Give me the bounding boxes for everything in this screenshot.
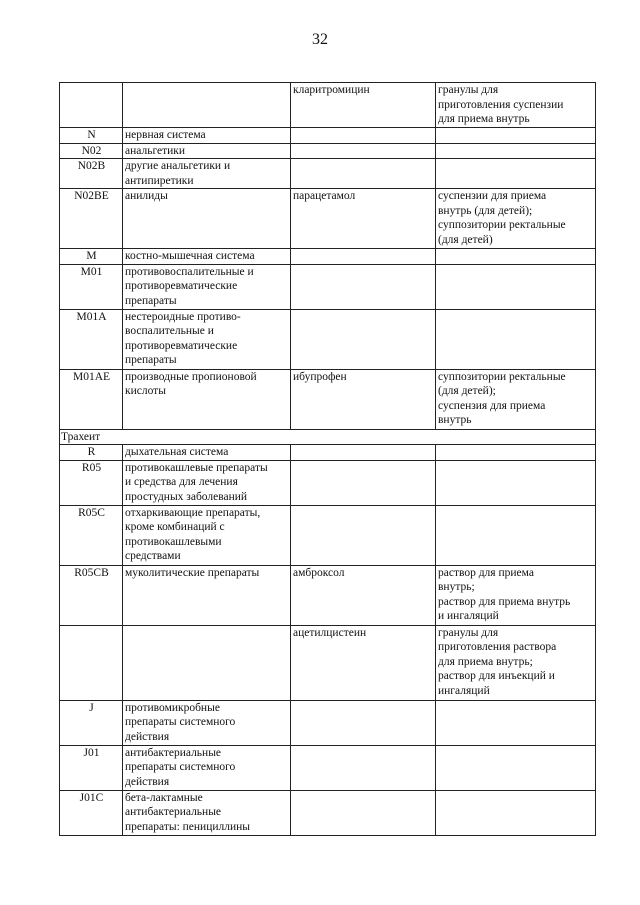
table-row <box>60 83 596 128</box>
cell-text-line: суппозитории ректальные <box>438 219 566 231</box>
table-row <box>60 790 596 835</box>
drug-name-cell <box>291 264 436 309</box>
atc-code-cell <box>60 369 123 429</box>
cell-text-line: суппозитории ректальные <box>438 370 566 383</box>
cell-text-line: противокашлевыми <box>125 535 222 548</box>
atc-code-cell <box>60 189 123 249</box>
atc-code-cell <box>60 159 123 189</box>
cell-text-line: кларитромицин <box>293 84 370 96</box>
drug-name-cell <box>291 249 436 265</box>
cell-text-line: препараты <box>125 294 177 307</box>
drug-name-cell <box>291 143 436 159</box>
dosage-form-cell <box>436 249 596 265</box>
cell-text-line: костно-мышечная система <box>125 250 255 262</box>
cell-text-line: гранулы для <box>438 84 499 96</box>
cell-text-line: анальгетики <box>125 144 186 157</box>
cell-text-line: внутрь <box>438 414 472 426</box>
table-row <box>60 189 596 249</box>
group-name-cell <box>123 189 291 249</box>
cell-text-line: раствор для инъекций и <box>438 670 555 682</box>
dosage-form-cell <box>436 460 596 505</box>
group-name-cell <box>123 309 291 369</box>
group-name-cell <box>123 249 291 265</box>
drug-name-cell <box>291 460 436 505</box>
cell-text-line: ацетилцистеин <box>293 626 367 639</box>
group-name-cell <box>123 445 291 461</box>
table-body <box>60 83 596 836</box>
atc-code-cell <box>60 128 123 144</box>
drug-name-cell <box>291 625 436 700</box>
cell-text-line: воспалительные и <box>125 325 214 337</box>
cell-text-line: для приема внутрь; <box>438 655 533 668</box>
cell-text-line: противомикробные <box>125 701 220 714</box>
group-name-cell <box>123 369 291 429</box>
cell-text-line: противоревматические <box>125 280 238 292</box>
cell-text-line: препараты системного <box>125 716 236 728</box>
cell-text-line: анилиды <box>125 190 168 202</box>
drug-name-cell <box>291 745 436 790</box>
drug-name-cell <box>291 445 436 461</box>
cell-text-line: антипиретики <box>125 174 194 187</box>
dosage-form-cell <box>436 565 596 625</box>
drug-name-cell <box>291 159 436 189</box>
drug-name-cell <box>291 128 436 144</box>
atc-code-cell <box>60 83 123 128</box>
dosage-form-cell <box>436 790 596 835</box>
group-name-cell <box>123 745 291 790</box>
cell-text-line: кроме комбинаций с <box>125 521 225 533</box>
cell-text-line: муколитические препараты <box>125 566 260 579</box>
table-row <box>60 505 596 565</box>
cell-text-line: дыхательная система <box>125 446 229 458</box>
table-row <box>60 264 596 309</box>
atc-code-cell <box>60 625 123 700</box>
atc-code-cell <box>60 565 123 625</box>
table-row <box>60 700 596 745</box>
table-row <box>60 460 596 505</box>
cell-text-line: N02BE <box>74 190 109 202</box>
cell-text-line: R05CB <box>74 566 109 579</box>
group-name-cell <box>123 128 291 144</box>
table-row <box>60 309 596 369</box>
group-name-cell <box>123 159 291 189</box>
atc-code-cell <box>60 505 123 565</box>
dosage-form-cell <box>436 445 596 461</box>
cell-text-line: гранулы для <box>438 626 499 639</box>
page-number: 32 <box>312 31 328 48</box>
table-row <box>60 159 596 189</box>
cell-text-line: амброксол <box>293 566 345 579</box>
dosage-form-cell <box>436 745 596 790</box>
cell-text-line: ингаляций <box>438 684 490 697</box>
cell-text-line: N <box>87 129 96 141</box>
cell-text-line: M01A <box>76 310 107 323</box>
dosage-form-cell <box>436 505 596 565</box>
table-row <box>60 143 596 159</box>
group-name-cell <box>123 505 291 565</box>
dosage-form-cell <box>436 309 596 369</box>
cell-text-line: нервная система <box>125 129 206 141</box>
cell-text-line: M01AE <box>72 370 111 383</box>
cell-text-line: раствор для приема внутрь <box>438 595 571 608</box>
cell-text-line: препараты системного <box>125 761 236 773</box>
table-row <box>60 565 596 625</box>
atc-code-cell <box>60 700 123 745</box>
cell-text-line: суспензии для приема <box>438 190 547 202</box>
cell-text-line: R <box>87 446 96 458</box>
cell-text-line: противовоспалительные и <box>125 265 254 278</box>
table-row <box>60 369 596 429</box>
cell-text-line: приготовления раствора <box>438 641 557 653</box>
drug-name-cell <box>291 505 436 565</box>
table-row <box>60 745 596 790</box>
cell-text-line: J01 <box>83 746 100 759</box>
dosage-form-cell <box>436 83 596 128</box>
cell-text-line: противоревматические <box>125 339 238 352</box>
cell-text-line: парацетамол <box>293 190 356 202</box>
group-name-cell <box>123 700 291 745</box>
cell-text-line: препараты <box>125 354 177 366</box>
drug-name-cell <box>291 189 436 249</box>
cell-text-line: средствами <box>125 550 181 562</box>
cell-text-line: J01C <box>79 791 104 804</box>
dosage-form-cell <box>436 625 596 700</box>
cell-text-line: R05C <box>78 506 105 519</box>
dosage-form-cell <box>436 700 596 745</box>
atc-code-cell <box>60 790 123 835</box>
cell-text-line: кислоты <box>125 385 166 397</box>
cell-text-line: приготовления суспензии <box>438 98 564 111</box>
dosage-form-cell <box>436 159 596 189</box>
cell-text-line: противокашлевые препараты <box>125 461 268 474</box>
cell-text-line: (для детей); <box>438 385 496 397</box>
cell-text-line: для приема внутрь <box>438 113 530 125</box>
cell-text-line: R05 <box>81 461 102 474</box>
drug-name-cell <box>291 309 436 369</box>
drug-name-cell <box>291 565 436 625</box>
cell-text-line: внутрь; <box>438 581 475 593</box>
cell-text-line: антибактериальные <box>125 806 222 818</box>
cell-text-line: производные пропионовой <box>125 370 257 383</box>
cell-text-line: антибактериальные <box>125 746 222 759</box>
cell-text-line: и средства для лечения <box>125 476 238 488</box>
cell-text-line: бета-лактамные <box>125 791 203 804</box>
cell-text-line: внутрь (для детей); <box>438 204 533 217</box>
cell-text-line: и ингаляций <box>438 610 499 622</box>
atc-code-cell <box>60 745 123 790</box>
drug-name-cell <box>291 700 436 745</box>
cell-text-line: N02B <box>77 160 106 172</box>
group-name-cell <box>123 143 291 159</box>
cell-text-line: N02 <box>81 144 102 157</box>
cell-text-line: раствор для приема <box>438 566 534 579</box>
drug-name-cell <box>291 83 436 128</box>
section-title-cell: Трахеит <box>60 429 596 445</box>
dosage-form-cell <box>436 128 596 144</box>
cell-text-line: нестероидные противо- <box>125 310 241 323</box>
table-row <box>60 128 596 144</box>
table-section-row <box>60 429 596 445</box>
drug-name-cell <box>291 369 436 429</box>
drug-table <box>59 82 596 836</box>
group-name-cell <box>123 460 291 505</box>
group-name-cell <box>123 565 291 625</box>
table-row <box>60 625 596 700</box>
dosage-form-cell <box>436 189 596 249</box>
atc-code-cell <box>60 460 123 505</box>
group-name-cell <box>123 790 291 835</box>
atc-code-cell <box>60 264 123 309</box>
group-name-cell <box>123 625 291 700</box>
dosage-form-cell <box>436 143 596 159</box>
drug-name-cell <box>291 790 436 835</box>
group-name-cell <box>123 264 291 309</box>
group-name-cell <box>123 83 291 128</box>
cell-text-line: M <box>86 250 97 262</box>
dosage-form-cell <box>436 264 596 309</box>
cell-text-line: другие анальгетики и <box>125 160 231 172</box>
cell-text-line: (для детей) <box>438 233 493 246</box>
atc-code-cell <box>60 143 123 159</box>
atc-code-cell <box>60 249 123 265</box>
cell-text-line: отхаркивающие препараты, <box>125 506 261 519</box>
cell-text-line: простудных заболеваний <box>125 490 248 503</box>
table-row <box>60 445 596 461</box>
dosage-form-cell <box>436 369 596 429</box>
atc-code-cell <box>60 445 123 461</box>
atc-code-cell <box>60 309 123 369</box>
cell-text-line: J <box>89 701 94 714</box>
cell-text-line: действия <box>125 730 170 743</box>
cell-text-line: ибупрофен <box>293 370 347 383</box>
table-row <box>60 249 596 265</box>
cell-text-line: суспензия для приема <box>438 399 546 412</box>
cell-text-line: препараты: пенициллины <box>125 820 251 833</box>
cell-text-line: действия <box>125 775 170 788</box>
cell-text-line: M01 <box>80 265 103 278</box>
